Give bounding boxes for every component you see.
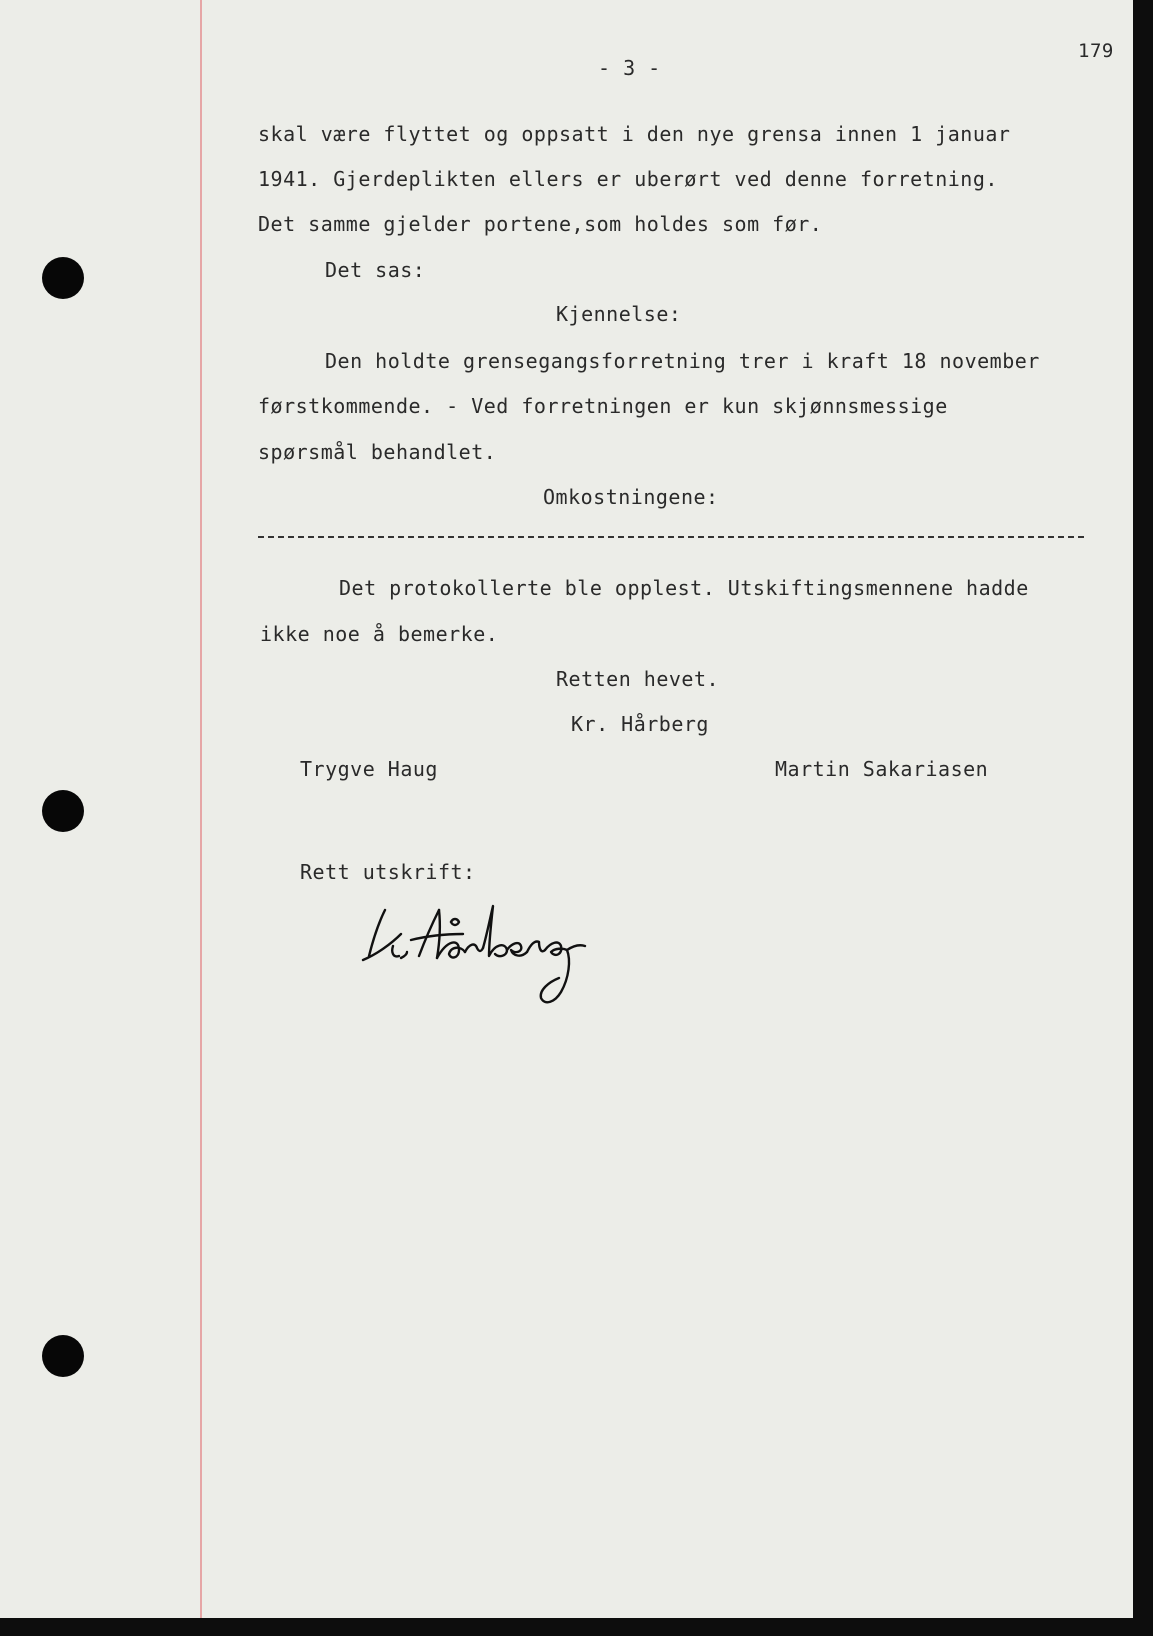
judge-signatory: Kr. Hårberg <box>571 712 709 736</box>
handwritten-signature <box>355 900 605 1010</box>
omkostningene-heading: Omkostningene: <box>543 485 719 509</box>
right-signatory: Martin Sakariasen <box>775 757 989 781</box>
red-margin-line <box>200 0 202 1618</box>
punch-hole-middle <box>42 790 84 832</box>
dashed-separator <box>258 536 1084 538</box>
paragraph2-line3: spørsmål behandlet. <box>258 440 497 464</box>
paragraph3-line1: Det protokollerte ble opplest. Utskiftingsmennene hadde <box>339 576 1029 600</box>
paragraph2-line2: førstkommende. - Ved forretningen er kun skjønnsmessige <box>258 394 948 418</box>
left-signatory: Trygve Haug <box>300 757 438 781</box>
page-number: - 3 - <box>598 56 661 80</box>
certification-label: Rett utskrift: <box>300 860 476 884</box>
paragraph1-line3: Det samme gjelder portene,som holdes som før. <box>258 212 823 236</box>
scan-border <box>1133 0 1153 1636</box>
kjennelse-heading: Kjennelse: <box>556 302 682 326</box>
retten-hevet-line: Retten hevet. <box>556 667 720 691</box>
paragraph2-line1: Den holdte grensegangsforretning trer i kraft 18 november <box>325 349 1040 373</box>
paragraph1-line1: skal være flyttet og oppsatt i den nye grensa innen 1 januar <box>258 122 1011 146</box>
det-sas-line: Det sas: <box>325 258 426 282</box>
paragraph3-line2: ikke noe å bemerke. <box>260 622 499 646</box>
folio-number: 179 <box>1078 40 1114 62</box>
punch-hole-bottom <box>42 1335 84 1377</box>
paragraph1-line2: 1941. Gjerdeplikten ellers er uberørt ved denne forretning. <box>258 167 998 191</box>
punch-hole-top <box>42 257 84 299</box>
